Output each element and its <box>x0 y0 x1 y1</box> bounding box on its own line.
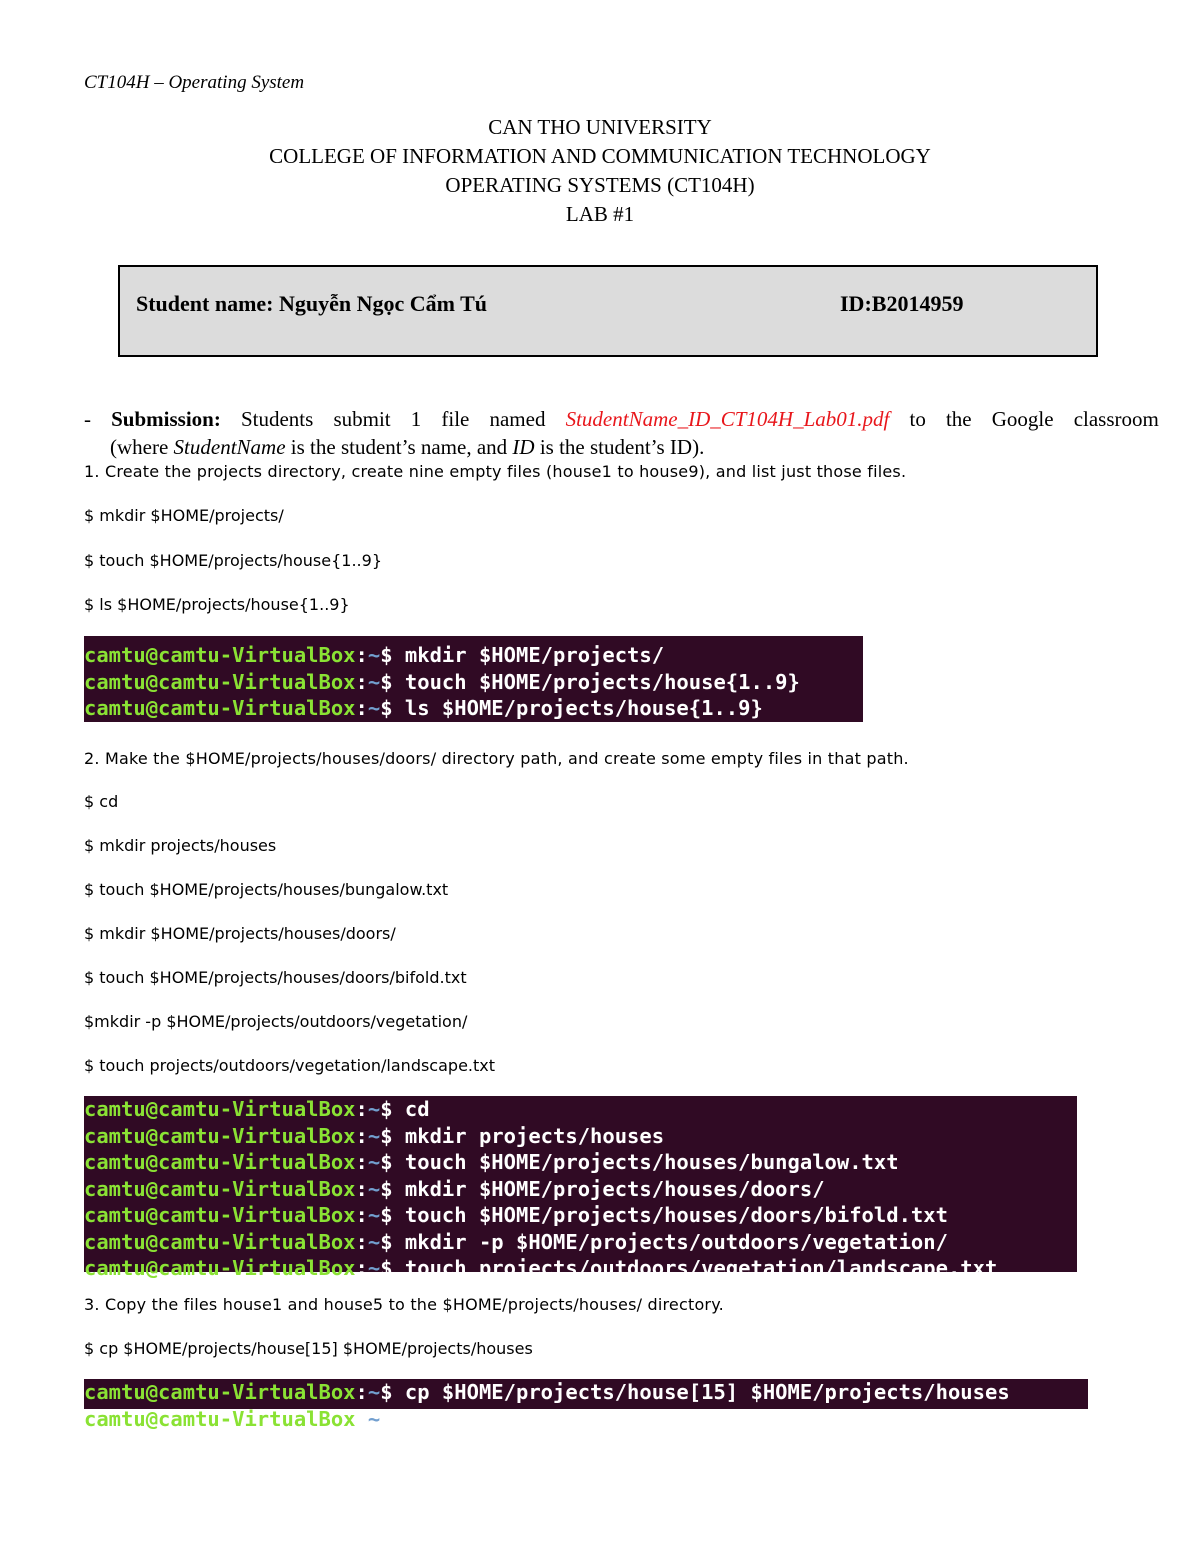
running-header: CT104H – Operating System <box>84 72 305 93</box>
submission-word: the <box>945 407 972 431</box>
terminal-line: camtu@camtu-VirtualBox:~$ mkdir projects/houses <box>84 1123 665 1148</box>
submission-label: Submission: <box>111 407 221 431</box>
submission-text: (where <box>110 435 174 459</box>
submission-word: Students <box>240 407 314 431</box>
submission-text: is the student’s ID). <box>534 435 705 459</box>
submission-word: 1 <box>410 407 422 431</box>
student-id: ID:B2014959 <box>840 291 964 316</box>
command-text: $ mkdir $HOME/projects/ <box>84 506 284 525</box>
submission-bullet: - <box>84 407 91 431</box>
university-name: CAN THO UNIVERSITY <box>488 115 712 139</box>
submission-word: file <box>441 407 470 431</box>
terminal-line: camtu@camtu-VirtualBox:~$ cp $HOME/projects/house[15] $HOME/projects/houses <box>84 1380 1010 1404</box>
terminal-line: camtu@camtu-VirtualBox:~$ touch projects/outdoors/vegetation/landscape.txt <box>84 1256 998 1280</box>
command-text: $ touch $HOME/projects/houses/doors/bifold.txt <box>84 968 467 987</box>
submission-text: ID <box>512 435 535 459</box>
command-text: $ cd <box>84 792 119 811</box>
document-title <box>0 113 1200 229</box>
terminal-line: camtu@camtu-VirtualBox:~$ touch $HOME/projects/houses/bungalow.txt <box>84 1150 899 1174</box>
command-text: $ mkdir projects/houses <box>84 836 277 855</box>
submission-word: Google <box>991 407 1054 431</box>
terminal-line: camtu@camtu-VirtualBox:~$ <box>84 1406 1088 1433</box>
submission-word: submit <box>333 407 391 431</box>
terminal-cursor <box>405 1409 416 1429</box>
question-1: 1. Create the projects directory, create nine empty files (house1 to house9), and list just those files. <box>84 462 907 481</box>
command-text: $ mkdir $HOME/projects/houses/doors/ <box>84 924 396 943</box>
terminal-line: camtu@camtu-VirtualBox:~$ mkdir -p $HOME/projects/outdoors/vegetation/ <box>84 1229 948 1254</box>
college-name: COLLEGE OF INFORMATION AND COMMUNICATION TECHNOLOGY <box>269 144 931 168</box>
submission-filename: StudentName_ID_CT104H_Lab01.pdf <box>565 407 890 431</box>
terminal-line: camtu@camtu-VirtualBox:~$ mkdir $HOME/projects/houses/doors/ <box>84 1176 825 1201</box>
submission-line-1 <box>84 405 1159 433</box>
command-text: $mkdir -p $HOME/projects/outdoors/vegetation/ <box>84 1012 468 1031</box>
terminal-line: camtu@camtu-VirtualBox:~$ touch $HOME/projects/houses/doors/bifold.txt <box>84 1203 948 1227</box>
terminal-screenshot-1 <box>84 636 863 722</box>
question-3: 3. Copy the files house1 and house5 to the $HOME/projects/houses/ directory. <box>84 1295 724 1314</box>
lab-number: LAB #1 <box>565 202 635 226</box>
submission-word: named <box>489 407 546 431</box>
terminal-screenshot-3 <box>84 1379 1088 1431</box>
terminal-line: camtu@camtu-VirtualBox:~$ ls $HOME/projects/house{1..9} <box>84 696 763 720</box>
terminal-line: camtu@camtu-VirtualBox:~$ mkdir $HOME/projects/ <box>84 643 665 667</box>
submission-word: to <box>909 407 926 431</box>
terminal-line: camtu@camtu-VirtualBox:~$ cd <box>84 1097 430 1121</box>
terminal-screenshot-2 <box>84 1096 1077 1280</box>
command-text: $ touch $HOME/projects/houses/bungalow.txt <box>84 880 449 899</box>
terminal-line: camtu@camtu-VirtualBox:~$ touch $HOME/projects/house{1..9} <box>84 669 800 694</box>
command-text: $ cp $HOME/projects/house[15] $HOME/projects/houses <box>84 1339 533 1358</box>
submission-text: StudentName <box>173 435 286 459</box>
student-name: Student name: Nguyễn Ngọc Cẩm Tú <box>136 291 488 316</box>
submission-word: classroom <box>1073 407 1159 431</box>
submission-line-2 <box>84 433 1159 461</box>
command-text: $ ls $HOME/projects/house{1..9} <box>84 595 350 614</box>
submission-text: is the student’s name, and <box>285 435 513 459</box>
course-name: OPERATING SYSTEMS (CT104H) <box>445 173 755 197</box>
command-text: $ touch projects/outdoors/vegetation/landscape.txt <box>84 1056 496 1075</box>
command-text: $ touch $HOME/projects/house{1..9} <box>84 551 382 570</box>
question-2: 2. Make the $HOME/projects/houses/doors/ directory path, and create some empty files in that path. <box>84 749 909 768</box>
student-info-box <box>118 265 1098 357</box>
submission-note <box>84 405 1159 461</box>
